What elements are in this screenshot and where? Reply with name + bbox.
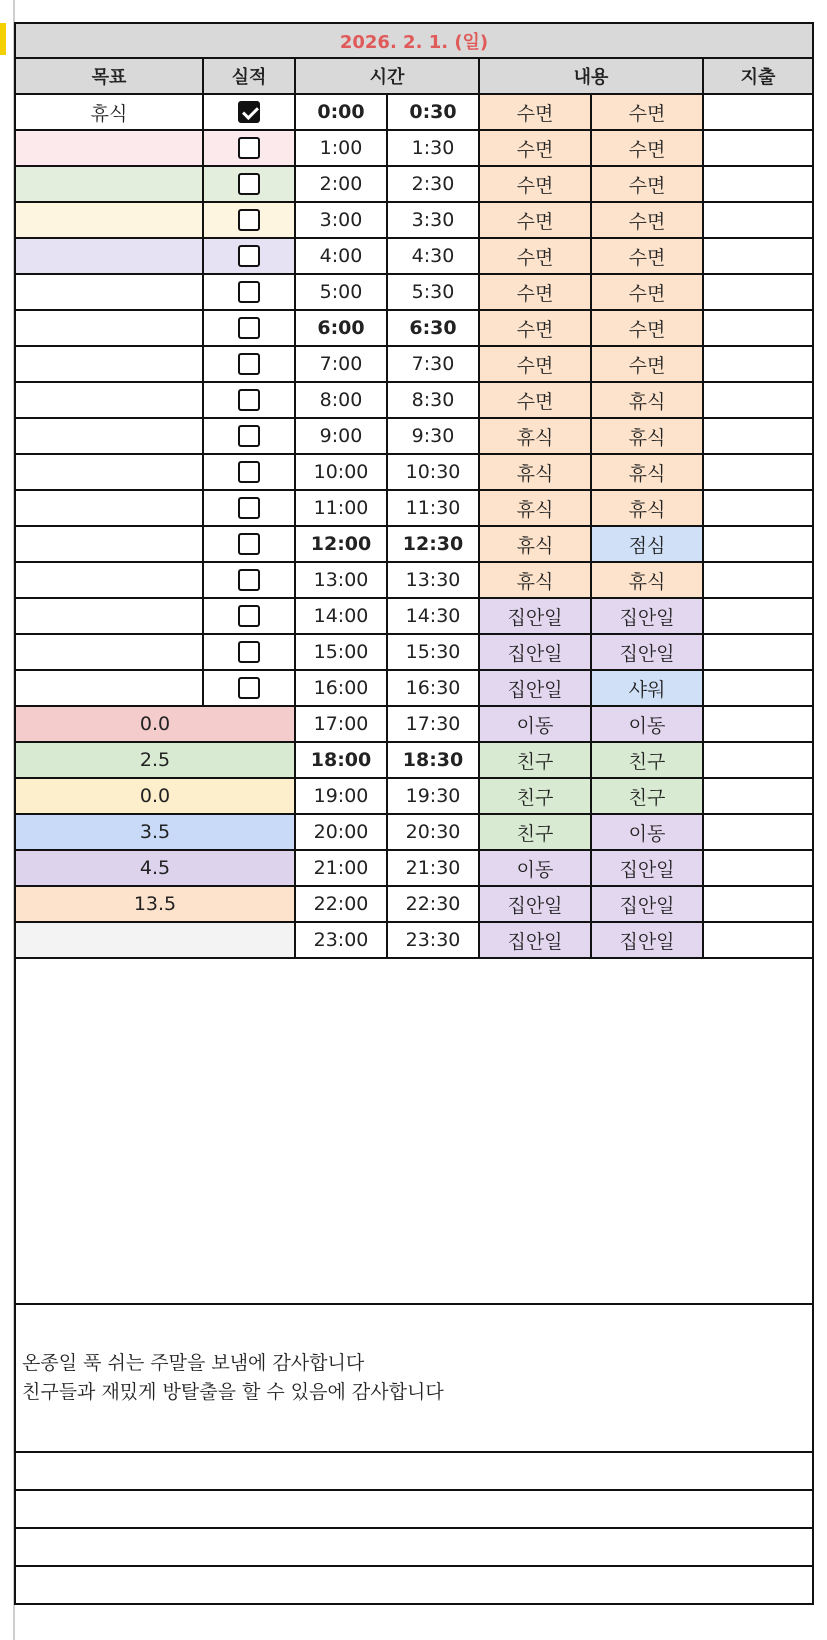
summary-row xyxy=(15,850,813,886)
active-cell-marker xyxy=(0,23,6,55)
activity-cell[interactable]: 집안일 xyxy=(479,598,591,634)
schedule-row xyxy=(15,166,813,202)
summary-hours-cell[interactable]: 13.5 xyxy=(15,886,295,922)
planner-grid xyxy=(14,22,812,1605)
checkbox[interactable] xyxy=(238,461,260,483)
checkbox[interactable] xyxy=(238,209,260,231)
time-start-cell[interactable]: 23:00 xyxy=(295,922,387,958)
expense-cell[interactable] xyxy=(703,490,813,526)
header-row xyxy=(15,58,813,94)
time-start-cell[interactable]: 12:00 xyxy=(295,526,387,562)
activity-cell[interactable]: 친구 xyxy=(479,778,591,814)
planner-table xyxy=(14,22,814,1605)
blank-cell[interactable] xyxy=(15,1528,813,1566)
time-start-cell[interactable]: 19:00 xyxy=(295,778,387,814)
expense-cell[interactable] xyxy=(703,274,813,310)
done-cell[interactable] xyxy=(203,130,295,166)
expense-cell[interactable] xyxy=(703,346,813,382)
time-half-cell[interactable]: 15:30 xyxy=(387,634,479,670)
schedule-row xyxy=(15,562,813,598)
activity-cell[interactable]: 휴식 xyxy=(479,490,591,526)
checkbox[interactable] xyxy=(238,245,260,267)
activity-cell[interactable]: 휴식 xyxy=(591,382,703,418)
activity-cell[interactable]: 이동 xyxy=(591,706,703,742)
time-start-cell[interactable]: 14:00 xyxy=(295,598,387,634)
schedule-row xyxy=(15,382,813,418)
notes-area-row xyxy=(15,958,813,1304)
activity-cell[interactable]: 집안일 xyxy=(479,670,591,706)
time-start-cell[interactable]: 5:00 xyxy=(295,274,387,310)
time-half-cell[interactable]: 23:30 xyxy=(387,922,479,958)
time-start-cell[interactable]: 20:00 xyxy=(295,814,387,850)
checkbox[interactable] xyxy=(238,137,260,159)
activity-cell[interactable]: 집안일 xyxy=(479,634,591,670)
time-start-cell[interactable]: 17:00 xyxy=(295,706,387,742)
memo-line: 친구들과 재밌게 방탈출을 할 수 있음에 감사합니다 xyxy=(22,1381,444,1403)
time-half-cell[interactable]: 17:30 xyxy=(387,706,479,742)
schedule-row xyxy=(15,490,813,526)
summary-hours-cell[interactable]: 2.5 xyxy=(15,742,295,778)
expense-cell[interactable] xyxy=(703,562,813,598)
activity-cell[interactable]: 친구 xyxy=(479,742,591,778)
time-start-cell[interactable]: 1:00 xyxy=(295,130,387,166)
schedule-row xyxy=(15,526,813,562)
activity-cell[interactable]: 수면 xyxy=(591,130,703,166)
expense-cell[interactable] xyxy=(703,886,813,922)
done-cell[interactable] xyxy=(203,310,295,346)
done-cell[interactable] xyxy=(203,670,295,706)
time-start-cell[interactable]: 16:00 xyxy=(295,670,387,706)
blank-row xyxy=(15,1528,813,1566)
time-half-cell[interactable]: 10:30 xyxy=(387,454,479,490)
time-start-cell[interactable]: 11:00 xyxy=(295,490,387,526)
checkbox[interactable] xyxy=(238,497,260,519)
time-half-cell[interactable]: 4:30 xyxy=(387,238,479,274)
expense-cell[interactable] xyxy=(703,94,813,130)
time-half-cell[interactable]: 14:30 xyxy=(387,598,479,634)
checkbox[interactable] xyxy=(238,173,260,195)
time-half-cell[interactable]: 7:30 xyxy=(387,346,479,382)
checkbox[interactable] xyxy=(238,281,260,303)
time-start-cell[interactable]: 13:00 xyxy=(295,562,387,598)
activity-cell[interactable]: 수면 xyxy=(591,238,703,274)
goal-cell[interactable] xyxy=(15,382,203,418)
expense-cell[interactable] xyxy=(703,526,813,562)
activity-cell[interactable]: 수면 xyxy=(591,166,703,202)
expense-cell[interactable] xyxy=(703,922,813,958)
activity-cell[interactable]: 휴식 xyxy=(591,454,703,490)
done-cell[interactable] xyxy=(203,634,295,670)
goal-cell[interactable] xyxy=(15,562,203,598)
checkbox[interactable] xyxy=(238,425,260,447)
goal-cell[interactable] xyxy=(15,526,203,562)
activity-cell[interactable]: 수면 xyxy=(479,202,591,238)
date-title[interactable]: 2026. 2. 1. (일) xyxy=(15,23,813,58)
goal-cell[interactable] xyxy=(15,634,203,670)
done-cell[interactable] xyxy=(203,166,295,202)
done-cell[interactable] xyxy=(203,382,295,418)
checkbox[interactable] xyxy=(238,101,260,123)
activity-cell[interactable]: 휴식 xyxy=(479,418,591,454)
activity-cell[interactable]: 휴식 xyxy=(591,418,703,454)
done-cell[interactable] xyxy=(203,274,295,310)
activity-cell[interactable]: 휴식 xyxy=(479,454,591,490)
time-start-cell[interactable]: 15:00 xyxy=(295,634,387,670)
blank-cell[interactable] xyxy=(15,1490,813,1528)
expense-cell[interactable] xyxy=(703,310,813,346)
expense-cell[interactable] xyxy=(703,634,813,670)
blank-row xyxy=(15,1452,813,1490)
goal-cell[interactable] xyxy=(15,454,203,490)
goal-cell[interactable] xyxy=(15,418,203,454)
summary-row xyxy=(15,778,813,814)
goal-cell[interactable] xyxy=(15,274,203,310)
activity-cell[interactable]: 수면 xyxy=(479,382,591,418)
time-half-cell[interactable]: 19:30 xyxy=(387,778,479,814)
done-cell[interactable] xyxy=(203,490,295,526)
checkbox[interactable] xyxy=(238,353,260,375)
activity-cell[interactable]: 샤워 xyxy=(591,670,703,706)
gratitude-memo-row xyxy=(15,1304,813,1452)
expense-cell[interactable] xyxy=(703,130,813,166)
time-half-cell[interactable]: 9:30 xyxy=(387,418,479,454)
summary-row xyxy=(15,814,813,850)
expense-cell[interactable] xyxy=(703,418,813,454)
goal-cell[interactable]: 휴식 xyxy=(15,94,203,130)
activity-cell[interactable]: 집안일 xyxy=(591,598,703,634)
goal-cell[interactable] xyxy=(15,238,203,274)
goal-cell[interactable] xyxy=(15,670,203,706)
time-start-cell[interactable]: 21:00 xyxy=(295,850,387,886)
goal-cell[interactable] xyxy=(15,346,203,382)
time-half-cell[interactable]: 16:30 xyxy=(387,670,479,706)
activity-cell[interactable]: 수면 xyxy=(479,94,591,130)
activity-cell[interactable]: 이동 xyxy=(479,850,591,886)
activity-cell[interactable]: 점심 xyxy=(591,526,703,562)
activity-cell[interactable]: 친구 xyxy=(591,742,703,778)
done-cell[interactable] xyxy=(203,598,295,634)
row-gutter xyxy=(0,0,15,1640)
activity-cell[interactable]: 수면 xyxy=(591,346,703,382)
checkbox[interactable] xyxy=(238,605,260,627)
time-half-cell[interactable]: 20:30 xyxy=(387,814,479,850)
schedule-row xyxy=(15,94,813,130)
expense-cell[interactable] xyxy=(703,670,813,706)
checkbox[interactable] xyxy=(238,677,260,699)
activity-cell[interactable]: 휴식 xyxy=(591,562,703,598)
checkbox[interactable] xyxy=(238,569,260,591)
activity-cell[interactable]: 수면 xyxy=(479,274,591,310)
expense-cell[interactable] xyxy=(703,850,813,886)
date-title-row xyxy=(15,23,813,58)
activity-cell[interactable]: 수면 xyxy=(479,130,591,166)
activity-cell[interactable]: 수면 xyxy=(479,310,591,346)
summary-hours-cell[interactable]: 0.0 xyxy=(15,706,295,742)
header-time[interactable]: 시간 xyxy=(295,58,479,94)
schedule-row xyxy=(15,346,813,382)
schedule-row xyxy=(15,310,813,346)
time-half-cell[interactable]: 3:30 xyxy=(387,202,479,238)
gratitude-memo[interactable] xyxy=(15,1304,813,1452)
goal-cell[interactable] xyxy=(15,130,203,166)
activity-cell[interactable]: 수면 xyxy=(591,310,703,346)
header-goal[interactable]: 목표 xyxy=(15,58,203,94)
schedule-row xyxy=(15,670,813,706)
expense-cell[interactable] xyxy=(703,778,813,814)
summary-hours-cell[interactable]: 0.0 xyxy=(15,778,295,814)
done-cell[interactable] xyxy=(203,346,295,382)
header-done[interactable]: 실적 xyxy=(203,58,295,94)
checkbox[interactable] xyxy=(238,317,260,339)
expense-cell[interactable] xyxy=(703,706,813,742)
time-half-cell[interactable]: 2:30 xyxy=(387,166,479,202)
activity-cell[interactable]: 집안일 xyxy=(591,886,703,922)
summary-hours-cell[interactable]: 4.5 xyxy=(15,850,295,886)
time-half-cell[interactable]: 12:30 xyxy=(387,526,479,562)
activity-cell[interactable]: 수면 xyxy=(591,274,703,310)
schedule-row xyxy=(15,202,813,238)
blank-cell[interactable] xyxy=(15,1566,813,1604)
time-start-cell[interactable]: 18:00 xyxy=(295,742,387,778)
checkbox[interactable] xyxy=(238,641,260,663)
summary-row xyxy=(15,886,813,922)
time-half-cell[interactable]: 1:30 xyxy=(387,130,479,166)
schedule-row xyxy=(15,634,813,670)
activity-cell[interactable]: 수면 xyxy=(479,166,591,202)
time-start-cell[interactable]: 8:00 xyxy=(295,382,387,418)
activity-cell[interactable]: 친구 xyxy=(591,778,703,814)
expense-cell[interactable] xyxy=(703,598,813,634)
goal-cell[interactable] xyxy=(15,490,203,526)
checkbox[interactable] xyxy=(238,533,260,555)
time-start-cell[interactable]: 2:00 xyxy=(295,166,387,202)
memo-line: 온종일 푹 쉬는 주말을 보냄에 감사합니다 xyxy=(22,1352,365,1374)
expense-cell[interactable] xyxy=(703,814,813,850)
time-start-cell[interactable]: 6:00 xyxy=(295,310,387,346)
time-half-cell[interactable]: 11:30 xyxy=(387,490,479,526)
activity-cell[interactable]: 휴식 xyxy=(591,490,703,526)
expense-cell[interactable] xyxy=(703,166,813,202)
time-start-cell[interactable]: 22:00 xyxy=(295,886,387,922)
time-half-cell[interactable]: 5:30 xyxy=(387,274,479,310)
time-half-cell[interactable]: 21:30 xyxy=(387,850,479,886)
activity-cell[interactable]: 집안일 xyxy=(591,850,703,886)
time-start-cell[interactable]: 10:00 xyxy=(295,454,387,490)
time-start-cell[interactable]: 3:00 xyxy=(295,202,387,238)
done-cell[interactable] xyxy=(203,202,295,238)
activity-cell[interactable]: 휴식 xyxy=(479,562,591,598)
summary-row xyxy=(15,742,813,778)
time-half-cell[interactable]: 13:30 xyxy=(387,562,479,598)
schedule-row xyxy=(15,238,813,274)
header-expense[interactable]: 지출 xyxy=(703,58,813,94)
activity-cell[interactable]: 집안일 xyxy=(479,922,591,958)
time-start-cell[interactable]: 9:00 xyxy=(295,418,387,454)
blank-row xyxy=(15,1490,813,1528)
time-start-cell[interactable]: 0:00 xyxy=(295,94,387,130)
activity-cell[interactable]: 집안일 xyxy=(591,634,703,670)
schedule-row xyxy=(15,454,813,490)
done-cell[interactable] xyxy=(203,238,295,274)
blank-cell[interactable] xyxy=(15,1452,813,1490)
expense-cell[interactable] xyxy=(703,454,813,490)
summary-row xyxy=(15,706,813,742)
goal-cell[interactable] xyxy=(15,310,203,346)
time-start-cell[interactable]: 4:00 xyxy=(295,238,387,274)
schedule-row xyxy=(15,130,813,166)
notes-area[interactable] xyxy=(15,958,813,1304)
summary-hours-cell[interactable]: 3.5 xyxy=(15,814,295,850)
activity-cell[interactable]: 집안일 xyxy=(591,922,703,958)
activity-cell[interactable]: 집안일 xyxy=(479,886,591,922)
done-cell[interactable] xyxy=(203,418,295,454)
goal-cell[interactable] xyxy=(15,598,203,634)
activity-cell[interactable]: 이동 xyxy=(591,814,703,850)
activity-cell[interactable]: 휴식 xyxy=(479,526,591,562)
summary-row xyxy=(15,922,813,958)
summary-hours-cell[interactable] xyxy=(15,922,295,958)
time-half-cell[interactable]: 0:30 xyxy=(387,94,479,130)
done-cell[interactable] xyxy=(203,454,295,490)
time-half-cell[interactable]: 18:30 xyxy=(387,742,479,778)
time-start-cell[interactable]: 7:00 xyxy=(295,346,387,382)
activity-cell[interactable]: 이동 xyxy=(479,706,591,742)
schedule-row xyxy=(15,598,813,634)
done-cell[interactable] xyxy=(203,562,295,598)
expense-cell[interactable] xyxy=(703,238,813,274)
header-content[interactable]: 내용 xyxy=(479,58,703,94)
checkbox[interactable] xyxy=(238,389,260,411)
activity-cell[interactable]: 수면 xyxy=(479,238,591,274)
activity-cell[interactable]: 수면 xyxy=(479,346,591,382)
activity-cell[interactable]: 친구 xyxy=(479,814,591,850)
time-half-cell[interactable]: 8:30 xyxy=(387,382,479,418)
done-cell[interactable] xyxy=(203,526,295,562)
activity-cell[interactable]: 수면 xyxy=(591,202,703,238)
done-cell[interactable] xyxy=(203,94,295,130)
schedule-row xyxy=(15,418,813,454)
expense-cell[interactable] xyxy=(703,382,813,418)
time-half-cell[interactable]: 22:30 xyxy=(387,886,479,922)
expense-cell[interactable] xyxy=(703,742,813,778)
expense-cell[interactable] xyxy=(703,202,813,238)
goal-cell[interactable] xyxy=(15,166,203,202)
schedule-row xyxy=(15,274,813,310)
time-half-cell[interactable]: 6:30 xyxy=(387,310,479,346)
blank-row xyxy=(15,1566,813,1604)
goal-cell[interactable] xyxy=(15,202,203,238)
activity-cell[interactable]: 수면 xyxy=(591,94,703,130)
